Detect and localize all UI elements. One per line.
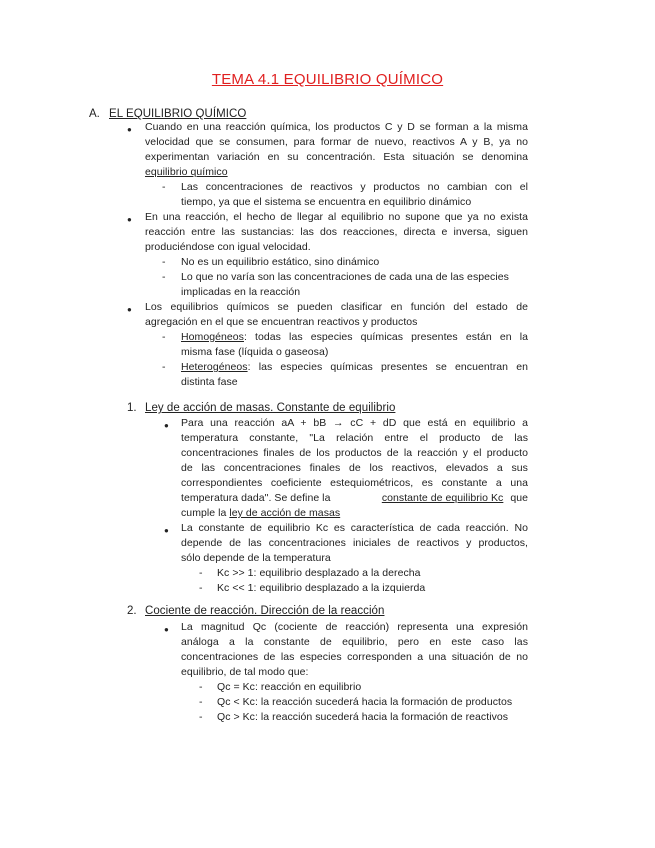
paragraph-line: reacción entre las sustancias: las dos reacciones, directa e inversa, siguen [145,226,528,238]
dash-marker: - [199,711,203,723]
paragraph-line: La constante de equilibrio Kc es característica de cada reacción. No [181,522,528,534]
paragraph-line: sólo depende de la temperatura [181,552,331,564]
paragraph-line: tiempo, ya que el sistema se encuentra en equilibrio dinámico [181,196,472,208]
dash-marker: - [162,271,166,283]
paragraph-line: Las concentraciones de reactivos y productos no cambian con el [181,181,528,193]
dash-marker: - [199,696,203,708]
paragraph-line: correspondientes coeficiente estequiométricos, es constante a una [181,477,528,489]
paragraph-line: Qc > Kc: la reacción sucederá hacia la formación de reactivos [217,711,509,723]
paragraph-line: distinta fase [181,376,238,388]
definition-text: : las especies químicas presentes se encuentran en [247,361,528,373]
paragraph-line: Cuando en una reacción química, los productos C y D se forman a la misma [145,121,528,133]
term-equilibrio-quimico: equilibrio químico [145,166,228,178]
definition-line [181,330,528,345]
section-a-heading: EL EQUILIBRIO QUÍMICO [109,108,247,120]
paragraph-line: implicadas en la reacción [181,286,301,298]
section-2-marker: 2. [127,605,137,617]
paragraph-line: Lo que no varía son las concentraciones de cada una de las especies [181,271,509,283]
bullet-icon: ● [164,421,169,430]
paragraph-line: misma fase (líquida o gaseosa) [181,346,329,358]
paragraph-line: Qc < Kc: la reacción sucederá hacia la formación de productos [217,696,513,708]
paragraph-line: equilibrio, de tal modo que: [181,666,309,678]
bullet-icon: ● [127,305,132,314]
bullet-icon: ● [127,125,132,134]
section-a-marker: A. [89,108,100,120]
paragraph-line: Para una reacción aA + bB → cC + dD que está en equilibrio a [181,417,528,429]
term-constante-equilibrio: constante de equilibrio Kc [381,492,504,504]
paragraph-line: concentraciones de las especies corresponden a una situación de no [181,651,528,663]
paragraph-line: La magnitud Qc (cociente de reacción) representa una expresión [181,621,528,633]
section-1-marker: 1. [127,402,137,414]
dash-marker: - [199,567,203,579]
paragraph-line: de las concentraciones finales de los reactivos, elevados a sus [181,462,528,474]
paragraph-line: análoga a la constante de equilibrio, pero en este caso las [181,636,528,648]
definition-text: que [507,492,528,504]
definition-text: : todas las especies químicas presentes están en la [243,331,528,343]
paragraph-line [181,506,340,521]
bullet-icon: ● [164,625,169,634]
definition-text: cumple la [181,507,230,519]
definition-text: temperatura dada". Se define la [181,492,334,504]
bullet-icon: ● [127,215,132,224]
paragraph-line: concentraciones finales de los productos de la reacción y el producto [181,447,528,459]
dash-marker: - [162,361,166,373]
paragraph-line: produciéndose con igual velocidad. [145,241,311,253]
paragraph-line: temperatura constante, "La relación entre el producto de las [181,432,528,444]
section-1-heading: Ley de acción de masas. Constante de equilibrio [145,402,396,414]
section-2-heading: Cociente de reacción. Dirección de la reacción [145,605,385,617]
definition-line [181,491,528,506]
definition-line [181,360,528,375]
paragraph-line: Qc = Kc: reacción en equilibrio [217,681,362,693]
paragraph-line: Kc << 1: equilibrio desplazado a la izquierda [217,582,426,594]
paragraph-line: experimentan variación en su concentración. Esta situación se denomina [145,151,528,163]
term-ley-accion-masas: ley de acción de masas [229,507,341,519]
dash-marker: - [162,181,166,193]
dash-marker: - [162,331,166,343]
paragraph-line: Kc >> 1: equilibrio desplazado a la derecha [217,567,421,579]
paragraph-line: Los equilibrios químicos se pueden clasificar en función del estado de [145,301,528,313]
dash-marker: - [162,256,166,268]
paragraph-line: depende de las concentraciones iniciales de reactivos y productos, [181,537,528,549]
paragraph-line: En una reacción, el hecho de llegar al equilibrio no supone que ya no exista [145,211,528,223]
paragraph-line: velocidad que se consumen, para formar de nuevo, reactivos A y B, ya no [145,136,528,148]
dash-marker: - [199,681,203,693]
term-heterogeneos: Heterogéneos [181,361,248,373]
bullet-icon: ● [164,526,169,535]
paragraph-line: No es un equilibrio estático, sino dinámico [181,256,380,268]
term-homogeneos: Homogéneos [181,331,244,343]
paragraph-line: agregación en el que se encuentran reactivos y productos [145,316,418,328]
dash-marker: - [199,582,203,594]
page-title: TEMA 4.1 EQUILIBRIO QUÍMICO [211,71,444,88]
